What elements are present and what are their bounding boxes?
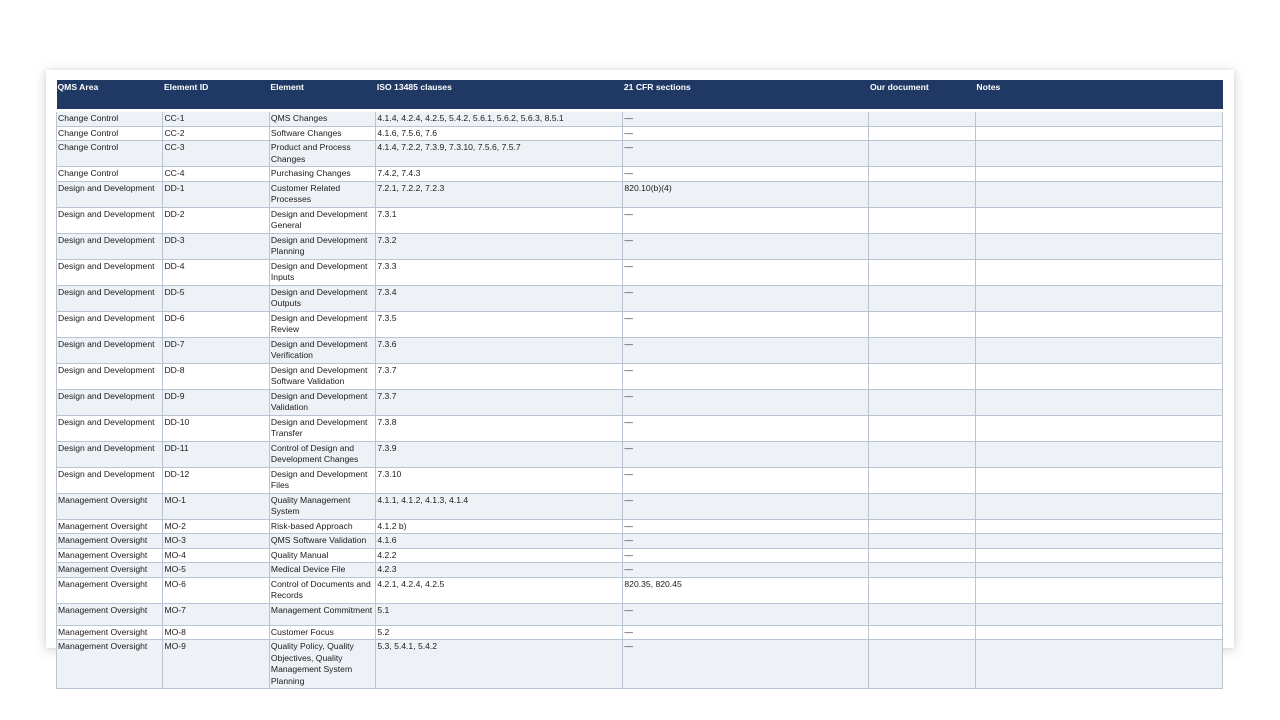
cell-qms-area[interactable]: Design and Development [57, 259, 163, 285]
table-row [57, 207, 1223, 233]
cell-notes[interactable] [975, 493, 1222, 519]
cell-element[interactable]: Control of Design and Development Changes [269, 441, 375, 467]
cell-element-id[interactable]: DD-10 [163, 415, 269, 441]
cell-our-document[interactable] [869, 111, 975, 127]
cell-qms-area[interactable]: Management Oversight [57, 548, 163, 563]
cell-qms-area[interactable]: Change Control [57, 126, 163, 141]
cell-element-id[interactable]: CC-4 [163, 167, 269, 182]
table-body [57, 111, 1223, 689]
cell-element[interactable]: Purchasing Changes [269, 167, 375, 182]
cfr-sections-cell[interactable]: — [623, 111, 869, 127]
cfr-sections-cell[interactable]: — [623, 519, 869, 534]
cell-qms-area[interactable]: Design and Development [57, 285, 163, 311]
cell-notes[interactable] [975, 577, 1222, 603]
cfr-sections-cell[interactable]: — [623, 141, 869, 167]
cell-iso-clauses[interactable]: 7.3.3 [376, 259, 623, 285]
table-row [57, 111, 1223, 127]
table-row [57, 141, 1223, 167]
cell-notes[interactable] [975, 441, 1222, 467]
cell-element[interactable]: QMS Software Validation [269, 534, 375, 549]
cell-element-id[interactable]: MO-3 [163, 534, 269, 549]
cell-our-document[interactable] [869, 519, 975, 534]
cell-element[interactable]: Design and Development Files [269, 467, 375, 493]
table-row [57, 625, 1223, 640]
cell-notes[interactable] [975, 181, 1222, 207]
cell-element[interactable]: Design and Development Review [269, 311, 375, 337]
header-row [57, 80, 1223, 111]
cell-iso-clauses[interactable]: 7.3.10 [376, 467, 623, 493]
cell-notes[interactable] [975, 603, 1222, 625]
cell-iso-clauses[interactable]: 4.1.1, 4.1.2, 4.1.3, 4.1.4 [376, 493, 623, 519]
cfr-sections-cell[interactable]: — [623, 603, 869, 625]
cell-element-id[interactable]: CC-1 [163, 111, 269, 127]
cfr-sections-cell[interactable]: — [623, 285, 869, 311]
cell-iso-clauses[interactable]: 7.3.2 [376, 233, 623, 259]
table-row [57, 534, 1223, 549]
cell-element[interactable]: Customer Focus [269, 625, 375, 640]
table-row [57, 259, 1223, 285]
cfr-sections-cell[interactable]: — [623, 337, 869, 363]
table-row [57, 493, 1223, 519]
cell-our-document[interactable] [869, 181, 975, 207]
table-row [57, 640, 1223, 689]
cell-iso-clauses[interactable]: 7.3.7 [376, 363, 623, 389]
cell-notes[interactable] [975, 207, 1222, 233]
cell-iso-clauses[interactable]: 7.3.7 [376, 389, 623, 415]
cell-iso-clauses[interactable]: 5.3, 5.4.1, 5.4.2 [376, 640, 623, 689]
cell-qms-area[interactable]: Management Oversight [57, 493, 163, 519]
cell-notes[interactable] [975, 563, 1222, 578]
cell-iso-clauses[interactable]: 4.1.6 [376, 534, 623, 549]
cfr-sections-cell[interactable]: — [623, 415, 869, 441]
cell-element-id[interactable]: MO-6 [163, 577, 269, 603]
cell-element-id[interactable]: CC-2 [163, 126, 269, 141]
spreadsheet-page [46, 70, 1234, 686]
table-row [57, 389, 1223, 415]
cell-element-id[interactable]: DD-5 [163, 285, 269, 311]
cell-our-document[interactable] [869, 207, 975, 233]
cell-element[interactable]: Quality Manual [269, 548, 375, 563]
cfr-sections-cell[interactable]: — [623, 311, 869, 337]
cell-element[interactable]: Quality Policy, Quality Objectives, Quality Management System Planning [269, 640, 375, 689]
header-iso-clauses[interactable]: ISO 13485 clauses [376, 80, 623, 111]
cell-notes[interactable] [975, 111, 1222, 127]
cell-element-id[interactable]: DD-7 [163, 337, 269, 363]
cfr-sections-cell[interactable]: — [623, 493, 869, 519]
cell-qms-area[interactable]: Management Oversight [57, 534, 163, 549]
cell-iso-clauses[interactable]: 4.1.2 b) [376, 519, 623, 534]
cell-our-document[interactable] [869, 141, 975, 167]
cell-qms-area[interactable]: Change Control [57, 111, 163, 127]
cell-qms-area[interactable]: Design and Development [57, 311, 163, 337]
cell-our-document[interactable] [869, 640, 975, 689]
cell-our-document[interactable] [869, 467, 975, 493]
cell-element[interactable]: Design and Development Validation [269, 389, 375, 415]
header-our-document[interactable]: Our document [869, 80, 975, 111]
cell-iso-clauses[interactable]: 7.3.4 [376, 285, 623, 311]
cell-our-document[interactable] [869, 337, 975, 363]
cell-element[interactable]: Design and Development General [269, 207, 375, 233]
table-row [57, 603, 1223, 625]
cfr-sections-cell[interactable]: — [623, 389, 869, 415]
table-row [57, 311, 1223, 337]
cell-element-id[interactable]: DD-6 [163, 311, 269, 337]
cell-iso-clauses[interactable]: 4.2.1, 4.2.4, 4.2.5 [376, 577, 623, 603]
cell-element[interactable]: Design and Development Software Validation [269, 363, 375, 389]
cell-element-id[interactable]: DD-4 [163, 259, 269, 285]
cell-our-document[interactable] [869, 415, 975, 441]
cell-element[interactable]: Design and Development Verification [269, 337, 375, 363]
cell-element-id[interactable]: DD-1 [163, 181, 269, 207]
cell-notes[interactable] [975, 167, 1222, 182]
cell-our-document[interactable] [869, 534, 975, 549]
cell-notes[interactable] [975, 141, 1222, 167]
cell-qms-area[interactable]: Change Control [57, 167, 163, 182]
cfr-sections-cell[interactable]: — [623, 625, 869, 640]
table-row [57, 563, 1223, 578]
cell-qms-area[interactable]: Design and Development [57, 389, 163, 415]
cfr-sections-cell[interactable]: — [623, 467, 869, 493]
cell-element[interactable]: Design and Development Transfer [269, 415, 375, 441]
cell-our-document[interactable] [869, 548, 975, 563]
cell-element-id[interactable]: DD-2 [163, 207, 269, 233]
cell-notes[interactable] [975, 467, 1222, 493]
cell-element-id[interactable]: DD-8 [163, 363, 269, 389]
table-row [57, 577, 1223, 603]
cell-qms-area[interactable]: Management Oversight [57, 640, 163, 689]
cfr-sections-cell[interactable]: — [623, 441, 869, 467]
cfr-sections-cell[interactable]: — [623, 259, 869, 285]
cell-our-document[interactable] [869, 363, 975, 389]
cell-qms-area[interactable]: Change Control [57, 141, 163, 167]
cell-iso-clauses[interactable]: 5.1 [376, 603, 623, 625]
cell-element-id[interactable]: DD-11 [163, 441, 269, 467]
cell-element[interactable]: QMS Changes [269, 111, 375, 127]
cell-our-document[interactable] [869, 259, 975, 285]
cell-element[interactable]: Design and Development Outputs [269, 285, 375, 311]
cell-iso-clauses[interactable]: 7.3.1 [376, 207, 623, 233]
cfr-sections-cell[interactable]: 820.10(b)(4) [623, 181, 869, 207]
cell-iso-clauses[interactable]: 7.2.1, 7.2.2, 7.2.3 [376, 181, 623, 207]
cfr-sections-cell[interactable]: — [623, 563, 869, 578]
table-row [57, 415, 1223, 441]
cell-element-id[interactable]: MO-4 [163, 548, 269, 563]
table-row [57, 126, 1223, 141]
cell-element-id[interactable]: DD-12 [163, 467, 269, 493]
table-row [57, 233, 1223, 259]
cell-qms-area[interactable]: Design and Development [57, 181, 163, 207]
cfr-sections-cell[interactable]: — [623, 363, 869, 389]
cell-qms-area[interactable]: Management Oversight [57, 577, 163, 603]
cell-element-id[interactable]: CC-3 [163, 141, 269, 167]
cell-qms-area[interactable]: Management Oversight [57, 519, 163, 534]
cell-qms-area[interactable]: Management Oversight [57, 603, 163, 625]
cell-notes[interactable] [975, 625, 1222, 640]
cell-our-document[interactable] [869, 389, 975, 415]
cell-qms-area[interactable]: Design and Development [57, 467, 163, 493]
cell-element-id[interactable]: MO-2 [163, 519, 269, 534]
cfr-sections-cell[interactable]: 820.35, 820.45 [623, 577, 869, 603]
cell-iso-clauses[interactable]: 7.4.2, 7.4.3 [376, 167, 623, 182]
cell-iso-clauses[interactable]: 7.3.9 [376, 441, 623, 467]
cell-iso-clauses[interactable]: 4.1.4, 7.2.2, 7.3.9, 7.3.10, 7.5.6, 7.5.7 [376, 141, 623, 167]
header-notes[interactable]: Notes [975, 80, 1222, 111]
table-row [57, 181, 1223, 207]
header-cfr-sections[interactable]: 21 CFR sections [623, 80, 869, 111]
cell-iso-clauses[interactable]: 7.3.5 [376, 311, 623, 337]
cell-element-id[interactable]: MO-9 [163, 640, 269, 689]
cell-element-id[interactable]: MO-1 [163, 493, 269, 519]
cell-notes[interactable] [975, 519, 1222, 534]
cell-notes[interactable] [975, 337, 1222, 363]
table-row [57, 363, 1223, 389]
cell-iso-clauses[interactable]: 4.2.2 [376, 548, 623, 563]
table-row [57, 519, 1223, 534]
cell-element[interactable]: Product and Process Changes [269, 141, 375, 167]
table-row [57, 467, 1223, 493]
cell-notes[interactable] [975, 363, 1222, 389]
cell-element[interactable]: Customer Related Processes [269, 181, 375, 207]
cell-notes[interactable] [975, 534, 1222, 549]
table-row [57, 548, 1223, 563]
cell-our-document[interactable] [869, 603, 975, 625]
cell-element[interactable]: Management Commitment [269, 603, 375, 625]
cell-notes[interactable] [975, 389, 1222, 415]
cell-our-document[interactable] [869, 126, 975, 141]
cell-notes[interactable] [975, 548, 1222, 563]
table-row [57, 441, 1223, 467]
cfr-sections-cell[interactable]: — [623, 640, 869, 689]
header-element[interactable]: Element [269, 80, 375, 111]
cell-element[interactable]: Design and Development Inputs [269, 259, 375, 285]
table-row [57, 337, 1223, 363]
cell-our-document[interactable] [869, 233, 975, 259]
cell-notes[interactable] [975, 233, 1222, 259]
cell-element-id[interactable]: DD-9 [163, 389, 269, 415]
cell-our-document[interactable] [869, 285, 975, 311]
cell-element[interactable]: Control of Documents and Records [269, 577, 375, 603]
cell-iso-clauses[interactable]: 4.2.3 [376, 563, 623, 578]
cell-element[interactable]: Design and Development Planning [269, 233, 375, 259]
cell-element[interactable]: Medical Device File [269, 563, 375, 578]
cell-notes[interactable] [975, 311, 1222, 337]
cfr-sections-cell[interactable]: — [623, 233, 869, 259]
cell-element[interactable]: Software Changes [269, 126, 375, 141]
cfr-sections-cell[interactable]: — [623, 548, 869, 563]
cell-iso-clauses[interactable]: 4.1.6, 7.5.6, 7.6 [376, 126, 623, 141]
cell-notes[interactable] [975, 285, 1222, 311]
cell-qms-area[interactable]: Management Oversight [57, 563, 163, 578]
cfr-sections-cell[interactable]: — [623, 167, 869, 182]
cell-our-document[interactable] [869, 311, 975, 337]
cell-qms-area[interactable]: Design and Development [57, 207, 163, 233]
cell-qms-area[interactable]: Design and Development [57, 363, 163, 389]
header-qms-area[interactable]: QMS Area [57, 80, 163, 111]
cell-notes[interactable] [975, 259, 1222, 285]
cell-iso-clauses[interactable]: 7.3.8 [376, 415, 623, 441]
table-row [57, 285, 1223, 311]
cfr-sections-cell[interactable]: — [623, 126, 869, 141]
cell-iso-clauses[interactable]: 7.3.6 [376, 337, 623, 363]
qms-mapping-table [56, 80, 1223, 689]
cell-our-document[interactable] [869, 493, 975, 519]
cell-qms-area[interactable]: Design and Development [57, 337, 163, 363]
cell-iso-clauses[interactable]: 4.1.4, 4.2.4, 4.2.5, 5.4.2, 5.6.1, 5.6.2, 5.6.3, 8.5.1 [376, 111, 623, 127]
cell-element[interactable]: Risk-based Approach [269, 519, 375, 534]
cell-our-document[interactable] [869, 167, 975, 182]
cell-element-id[interactable]: MO-8 [163, 625, 269, 640]
cell-notes[interactable] [975, 640, 1222, 689]
header-element-id[interactable]: Element ID [163, 80, 269, 111]
cfr-sections-cell[interactable]: — [623, 207, 869, 233]
table-row [57, 167, 1223, 182]
cfr-sections-cell[interactable]: — [623, 534, 869, 549]
cell-qms-area[interactable]: Management Oversight [57, 625, 163, 640]
cell-element-id[interactable]: MO-7 [163, 603, 269, 625]
cell-our-document[interactable] [869, 563, 975, 578]
cell-qms-area[interactable]: Design and Development [57, 233, 163, 259]
cell-iso-clauses[interactable]: 5.2 [376, 625, 623, 640]
cell-element-id[interactable]: MO-5 [163, 563, 269, 578]
cell-element[interactable]: Quality Management System [269, 493, 375, 519]
cell-notes[interactable] [975, 126, 1222, 141]
cell-qms-area[interactable]: Design and Development [57, 415, 163, 441]
cell-qms-area[interactable]: Design and Development [57, 441, 163, 467]
cell-element-id[interactable]: DD-3 [163, 233, 269, 259]
cell-our-document[interactable] [869, 625, 975, 640]
cell-our-document[interactable] [869, 577, 975, 603]
cell-notes[interactable] [975, 415, 1222, 441]
cell-our-document[interactable] [869, 441, 975, 467]
